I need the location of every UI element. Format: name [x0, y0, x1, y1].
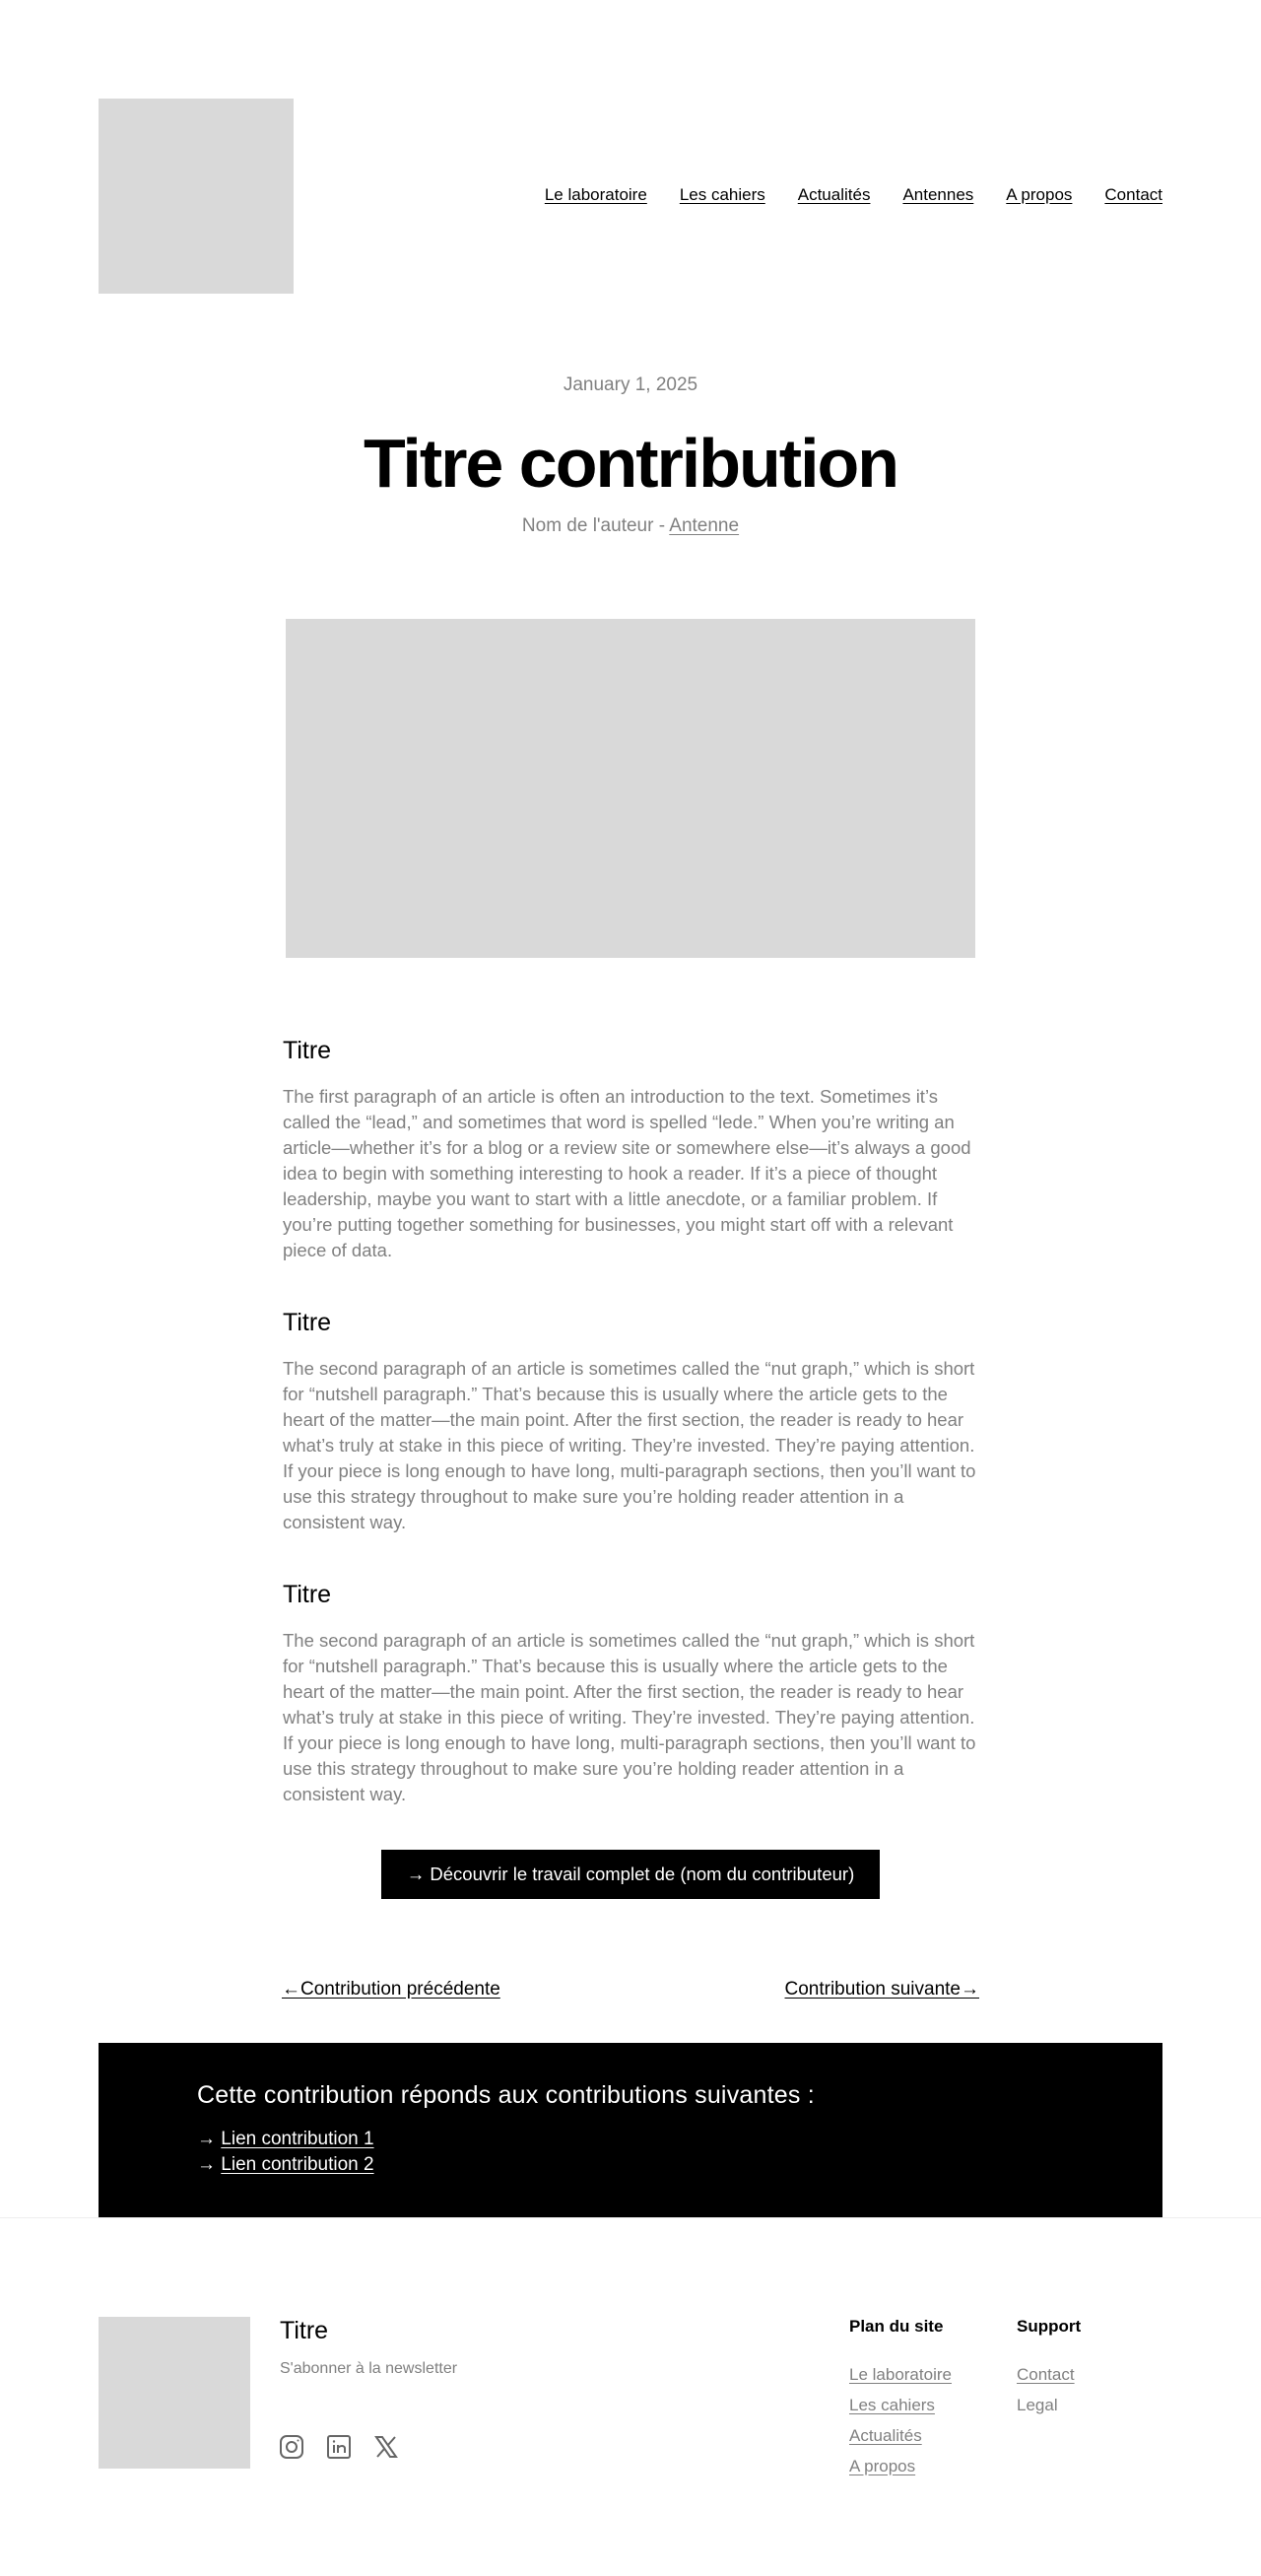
- footer-link-cahiers[interactable]: Les cahiers: [849, 2396, 935, 2414]
- sitemap-heading: Plan du site: [849, 2317, 944, 2336]
- hero-image: [286, 619, 975, 958]
- list-item: [197, 2152, 374, 2178]
- list-item: [849, 2390, 952, 2420]
- footer-logo[interactable]: [99, 2317, 250, 2469]
- linkedin-icon[interactable]: [326, 2434, 352, 2460]
- section-heading: Titre: [283, 1309, 332, 1336]
- x-icon[interactable]: [373, 2434, 399, 2460]
- list-item: [1017, 2359, 1081, 2390]
- author-name: Nom de l'auteur -: [521, 515, 670, 536]
- article-section: [283, 1031, 980, 1263]
- section-paragraph: The first paragraph of an article is often an introduction to the text. Sometimes it’s called the “lead,” and sometimes that word is spelled “lede.” When you’re writing an article—whether it’s for a blog or a review site or somewhere else—it’s always a good idea to begin with something interesting to hook a reader. If it’s a piece of thought leadership, maybe you want to start with a little anecdote, or a familiar problem. If you’re putting together something for businesses, you might start off with a relevant piece of data.: [283, 1086, 971, 1260]
- support-list: [1017, 2359, 1081, 2420]
- sitemap-column: [849, 2316, 952, 2481]
- next-contribution-link[interactable]: Contribution suivante→: [784, 1979, 979, 2000]
- antenne-link[interactable]: Antenne: [669, 515, 740, 536]
- related-link-1[interactable]: Lien contribution 1: [221, 2129, 374, 2149]
- support-heading: Support: [1017, 2317, 1082, 2336]
- section-paragraph: The second paragraph of an article is sometimes called the “nut graph,” which is short for “nutshell paragraph.” That’s because this is usually where the article gets to the heart of the matter—the main point. After the first section, the reader is ready to hear what’s truly at stake in this piece of writing. They’re invested. They’re paying attention. If your piece is long enough to have long, multi-paragraph sections, then you’ll want to use this strategy throughout to make sure you’re holding reader attention in a consistent way.: [283, 1630, 976, 1804]
- post-date: January 1, 2025: [563, 374, 698, 395]
- support-column: [1017, 2316, 1081, 2420]
- nav-link-actualites[interactable]: Actualités: [797, 185, 871, 204]
- article-body: [283, 1031, 980, 1847]
- related-heading: Cette contribution réponds aux contributions suivantes :: [197, 2081, 815, 2109]
- list-item: [849, 2359, 952, 2390]
- article-section: [283, 1303, 980, 1535]
- discover-work-button[interactable]: → Découvrir le travail complet de (nom du contributeur): [381, 1850, 880, 1899]
- list-item: [849, 2420, 952, 2451]
- related-list: [197, 2127, 374, 2178]
- article-section: [283, 1575, 980, 1807]
- nav-link-laboratoire[interactable]: Le laboratoire: [544, 185, 647, 204]
- site-logo[interactable]: [99, 99, 294, 294]
- section-paragraph: The second paragraph of an article is sometimes called the “nut graph,” which is short for “nutshell paragraph.” That’s because this is usually where the article gets to the heart of the matter—the main point. After the first section, the reader is ready to hear what’s truly at stake in this piece of writing. They’re invested. They’re paying attention. If your piece is long enough to have long, multi-paragraph sections, then you’ll want to use this strategy throughout to make sure you’re holding reader attention in a consistent way.: [283, 1358, 976, 1532]
- nav-link-cahiers[interactable]: Les cahiers: [679, 185, 765, 204]
- arrow-right-icon: →: [197, 2129, 222, 2149]
- newsletter-link[interactable]: S'abonner à la newsletter: [280, 2360, 458, 2377]
- arrow-right-icon: →: [197, 2154, 222, 2175]
- section-heading: Titre: [283, 1037, 332, 1064]
- nav-link-contact[interactable]: Contact: [1104, 185, 1162, 204]
- footer-divider: [0, 2217, 1261, 2218]
- footer-link-actualites[interactable]: Actualités: [849, 2426, 922, 2445]
- list-item: [1017, 2390, 1081, 2420]
- main-nav: [545, 185, 1162, 205]
- related-contributions: [99, 2043, 1162, 2217]
- related-link-2[interactable]: Lien contribution 2: [221, 2154, 374, 2175]
- previous-contribution-link[interactable]: ←Contribution précédente: [282, 1979, 500, 2000]
- section-heading: Titre: [283, 1581, 332, 1608]
- list-item: [849, 2451, 952, 2481]
- footer-link-legal[interactable]: Legal: [1017, 2396, 1058, 2414]
- page-title: Titre contribution: [363, 425, 898, 502]
- contribution-pagination: [282, 1979, 979, 2000]
- footer-link-laboratoire[interactable]: Le laboratoire: [849, 2365, 952, 2384]
- byline: [0, 515, 1261, 537]
- instagram-icon[interactable]: [279, 2434, 304, 2460]
- footer-link-contact[interactable]: Contact: [1017, 2365, 1075, 2384]
- sitemap-list: [849, 2359, 952, 2481]
- nav-link-antennes[interactable]: Antennes: [902, 185, 974, 204]
- footer-title: Titre: [280, 2317, 329, 2344]
- social-links: [279, 2434, 399, 2460]
- footer-link-a-propos[interactable]: A propos: [849, 2457, 916, 2475]
- nav-link-a-propos[interactable]: A propos: [1006, 185, 1073, 204]
- site-header: [99, 99, 1162, 294]
- list-item: [197, 2127, 374, 2152]
